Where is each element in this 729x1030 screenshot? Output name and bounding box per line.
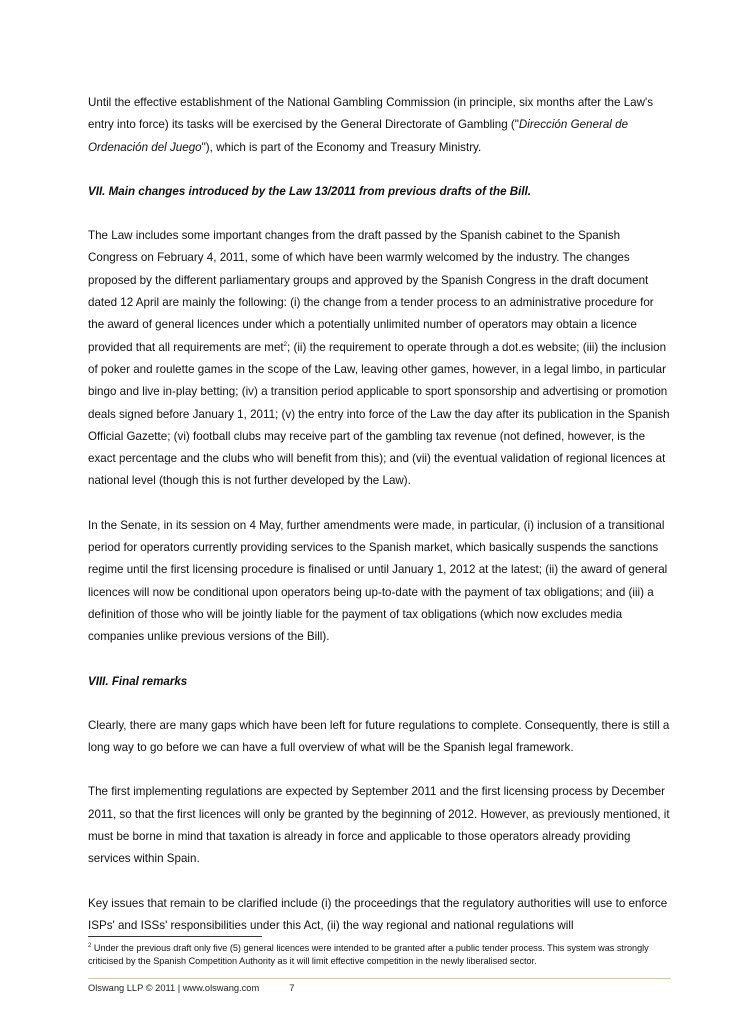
paragraph-main-changes [88, 225, 670, 493]
paragraph-key-issues: Key issues that remain to be clarified include (i) the proceedings that the regulatory authorities will use to enforce ISPs' and ISSs' responsibilities under this Act, (ii) the way regional and national regulations will [88, 896, 668, 932]
section-heading-vii: VII. Main changes introduced by the Law 13/2011 from previous drafts of the Bill. [88, 184, 532, 198]
footnote-number: 2 [88, 942, 92, 949]
paragraph-text: The Law includes some important changes from the draft passed by the Spanish cabinet to the Spanish Congress on February 4, 2011, some of which have been warmly welcomed by the industry. The changes proposed by the different parliamentary groups and approved by the Spanish Congress in the draft document dated 12 April are mainly the following: (i) the change from a tender process to an administrative procedure for the award of general licences under which a potentially unlimited number of operators may obtain a licence provided that all requirements are met [88, 229, 654, 354]
paragraph-text: "), which is part of the Economy and Treasury Ministry. [201, 140, 482, 154]
paragraph-italic-text: Dirección General de Ordenación del Juego [88, 118, 629, 154]
footnote-text: Under the previous draft only five (5) general licences were intended to be granted after a public tender process. This system was strongly criticised by the Spanish Competition Authority as it will limit effective competition in the newly liberalised sector. [88, 943, 649, 966]
paragraph-gaps: Clearly, there are many gaps which have been left for future regulations to complete. Consequently, there is still a long way to go before we can have a full overview of what will be the Spanish legal framework. [88, 718, 670, 755]
page-body [88, 92, 670, 959]
paragraph-text: ; (ii) the requirement to operate through a dot.es website; (iii) the inclusion of poker and roulette games in the scope of the Law, leaving other games, however, in a legal limbo, in particular bingo and live in-play betting; (iv) a transition period applicable to sport sponsorship and advertising or promotion deals signed before January 1, 2011; (v) the entry into force of the Law the day after its publication in the Spanish Official Gazette; (vi) football clubs may receive part of the gambling tax revenue (not defined, however, is the exact percentage and the clubs who will benefit from this); and (vii) the eventual validation of regional licences at national level (though this is not further developed by the Law). [88, 340, 670, 488]
paragraph-commission-interim [88, 92, 670, 159]
paragraph-senate-amendments: In the Senate, in its session on 4 May, further amendments were made, in particular, (i) inclusion of a transitional period for operators currently providing services to the Spanish market, which basically suspends the sanctions regime until the first licensing procedure is finalised or until January 1, 2012 at the latest; (ii) the award of general licences will now be conditional upon operators being up-to-date with the payment of tax obligations; and (iii) a definition of those who will be jointly liable for the payment of tax obligations (which now excludes media companies unlike previous versions of the Bill). [88, 518, 668, 644]
footer-text: Olswang LLP © 2011 | www.olswang.com [88, 983, 260, 993]
page-footer [88, 983, 294, 993]
footnote-divider [88, 936, 262, 937]
page-number: 7 [289, 983, 295, 993]
footnote-reference[interactable]: 2 [283, 341, 287, 348]
paragraph-implementing-regulations: The first implementing regulations are expected by September 2011 and the first licensing process by December 2011, so that the first licences will only be granted by the beginning of 2012. However, as previously mentioned, it must be borne in mind that taxation is already in force and applicable to those operators already providing services within Spain. [88, 785, 670, 866]
footnote [88, 942, 672, 967]
footer-divider [88, 978, 671, 979]
section-heading-viii: VIII. Final remarks [88, 674, 188, 688]
paragraph-text: Until the effective establishment of the National Gambling Commission (in principle, six months after the Law's entry into force) its tasks will be exercised by the General Directorate of Gambling (" [88, 96, 654, 132]
